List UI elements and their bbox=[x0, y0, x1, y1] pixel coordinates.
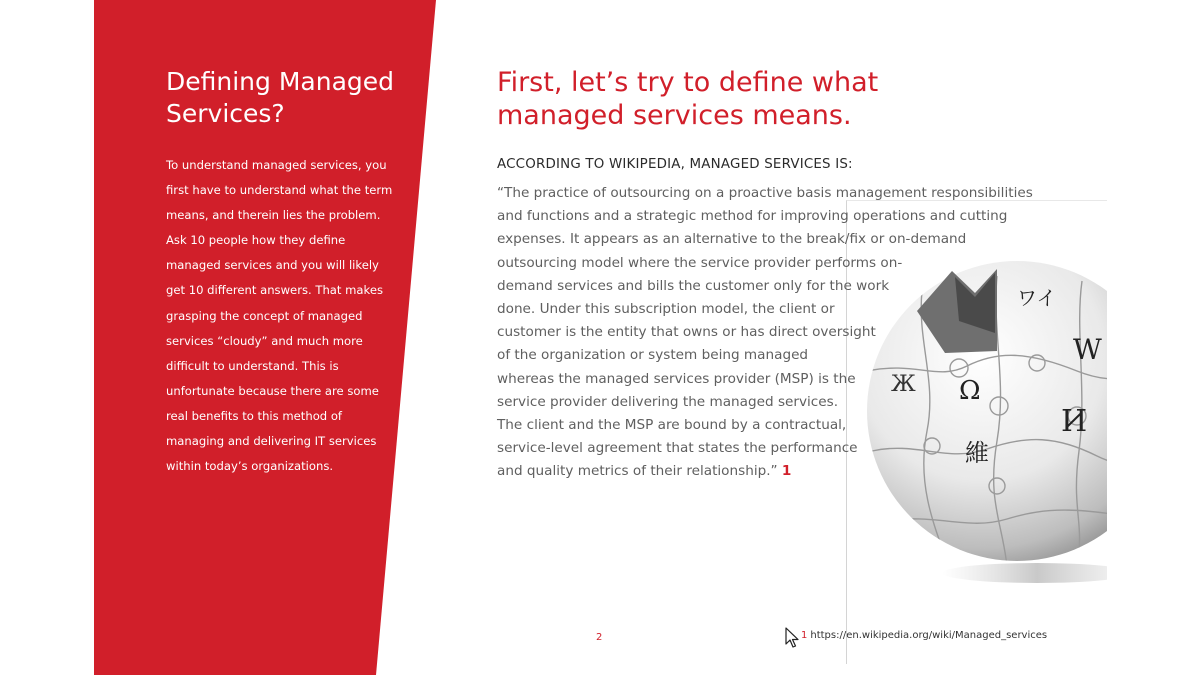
quote-line: of the organization or system being managed bbox=[497, 347, 809, 364]
mouse-cursor-icon bbox=[785, 627, 799, 649]
quote-line: outsourcing model where the service provider performs on- bbox=[497, 254, 903, 271]
page-title-line: managed services means. bbox=[497, 100, 852, 131]
sidebar-body-text: To understand managed services, you first have to understand what the term means, and therein lies the problem. Ask 10 people how they define managed services and you will likely get 10 different answers. That makes grasping the concept of managed services “cloudy” and much more difficult to understand. This is unfortunate because there are some real benefits to this method of managing and delivering IT services within today’s organizations. bbox=[166, 158, 393, 474]
sidebar-title bbox=[166, 66, 426, 130]
footnote-reference[interactable]: 1 bbox=[781, 463, 792, 480]
sidebar-title-line: Services? bbox=[166, 99, 285, 128]
globe-glyph-i: И bbox=[1061, 404, 1088, 439]
globe-glyph-zhe: Ж bbox=[891, 372, 916, 397]
quote-line: expenses. It appears as an alternative to the break/fix or on-demand bbox=[497, 231, 967, 248]
page-number: 2 bbox=[596, 632, 603, 643]
page-title bbox=[497, 66, 917, 132]
globe-glyph-w: W bbox=[1073, 333, 1102, 366]
quote-line: service provider delivering the managed services. bbox=[497, 393, 839, 410]
quote-line: “The practice of outsourcing on a proactive basis management responsibilities bbox=[497, 185, 1033, 201]
quote-line: service-level agreement that states the performance bbox=[497, 440, 858, 457]
quote-line: customer is the entity that owns or has direct oversight bbox=[497, 324, 876, 341]
quote-last-text: and quality metrics of their relationship.” bbox=[497, 463, 778, 480]
globe-glyph-wai: ワイ bbox=[1017, 286, 1057, 310]
globe-glyph-wei: 維 bbox=[965, 439, 989, 467]
quote-line: done. Under this subscription model, the client or bbox=[497, 301, 835, 318]
footnote bbox=[801, 630, 1047, 641]
sidebar-title-line: Defining Managed bbox=[166, 67, 395, 96]
quote-line: demand services and bills the customer only for the work bbox=[497, 277, 890, 294]
wikipedia-quote bbox=[497, 182, 1033, 484]
quote-line: The client and the MSP are bound by a contractual, bbox=[497, 417, 847, 434]
source-heading: ACCORDING TO WIKIPEDIA, MANAGED SERVICES IS: bbox=[497, 157, 853, 172]
globe-glyph-omega: Ω bbox=[959, 376, 981, 406]
quote-line: whereas the managed services provider (MSP) is the bbox=[497, 370, 856, 387]
quote-line: and functions and a strategic method for improving operations and cutting bbox=[497, 208, 1008, 225]
footnote-link[interactable]: https://en.wikipedia.org/wiki/Managed_services bbox=[810, 630, 1048, 641]
page-title-line: First, let’s try to define what bbox=[497, 67, 879, 98]
quote-line bbox=[497, 460, 1017, 483]
footnote-number: 1 bbox=[801, 630, 808, 641]
